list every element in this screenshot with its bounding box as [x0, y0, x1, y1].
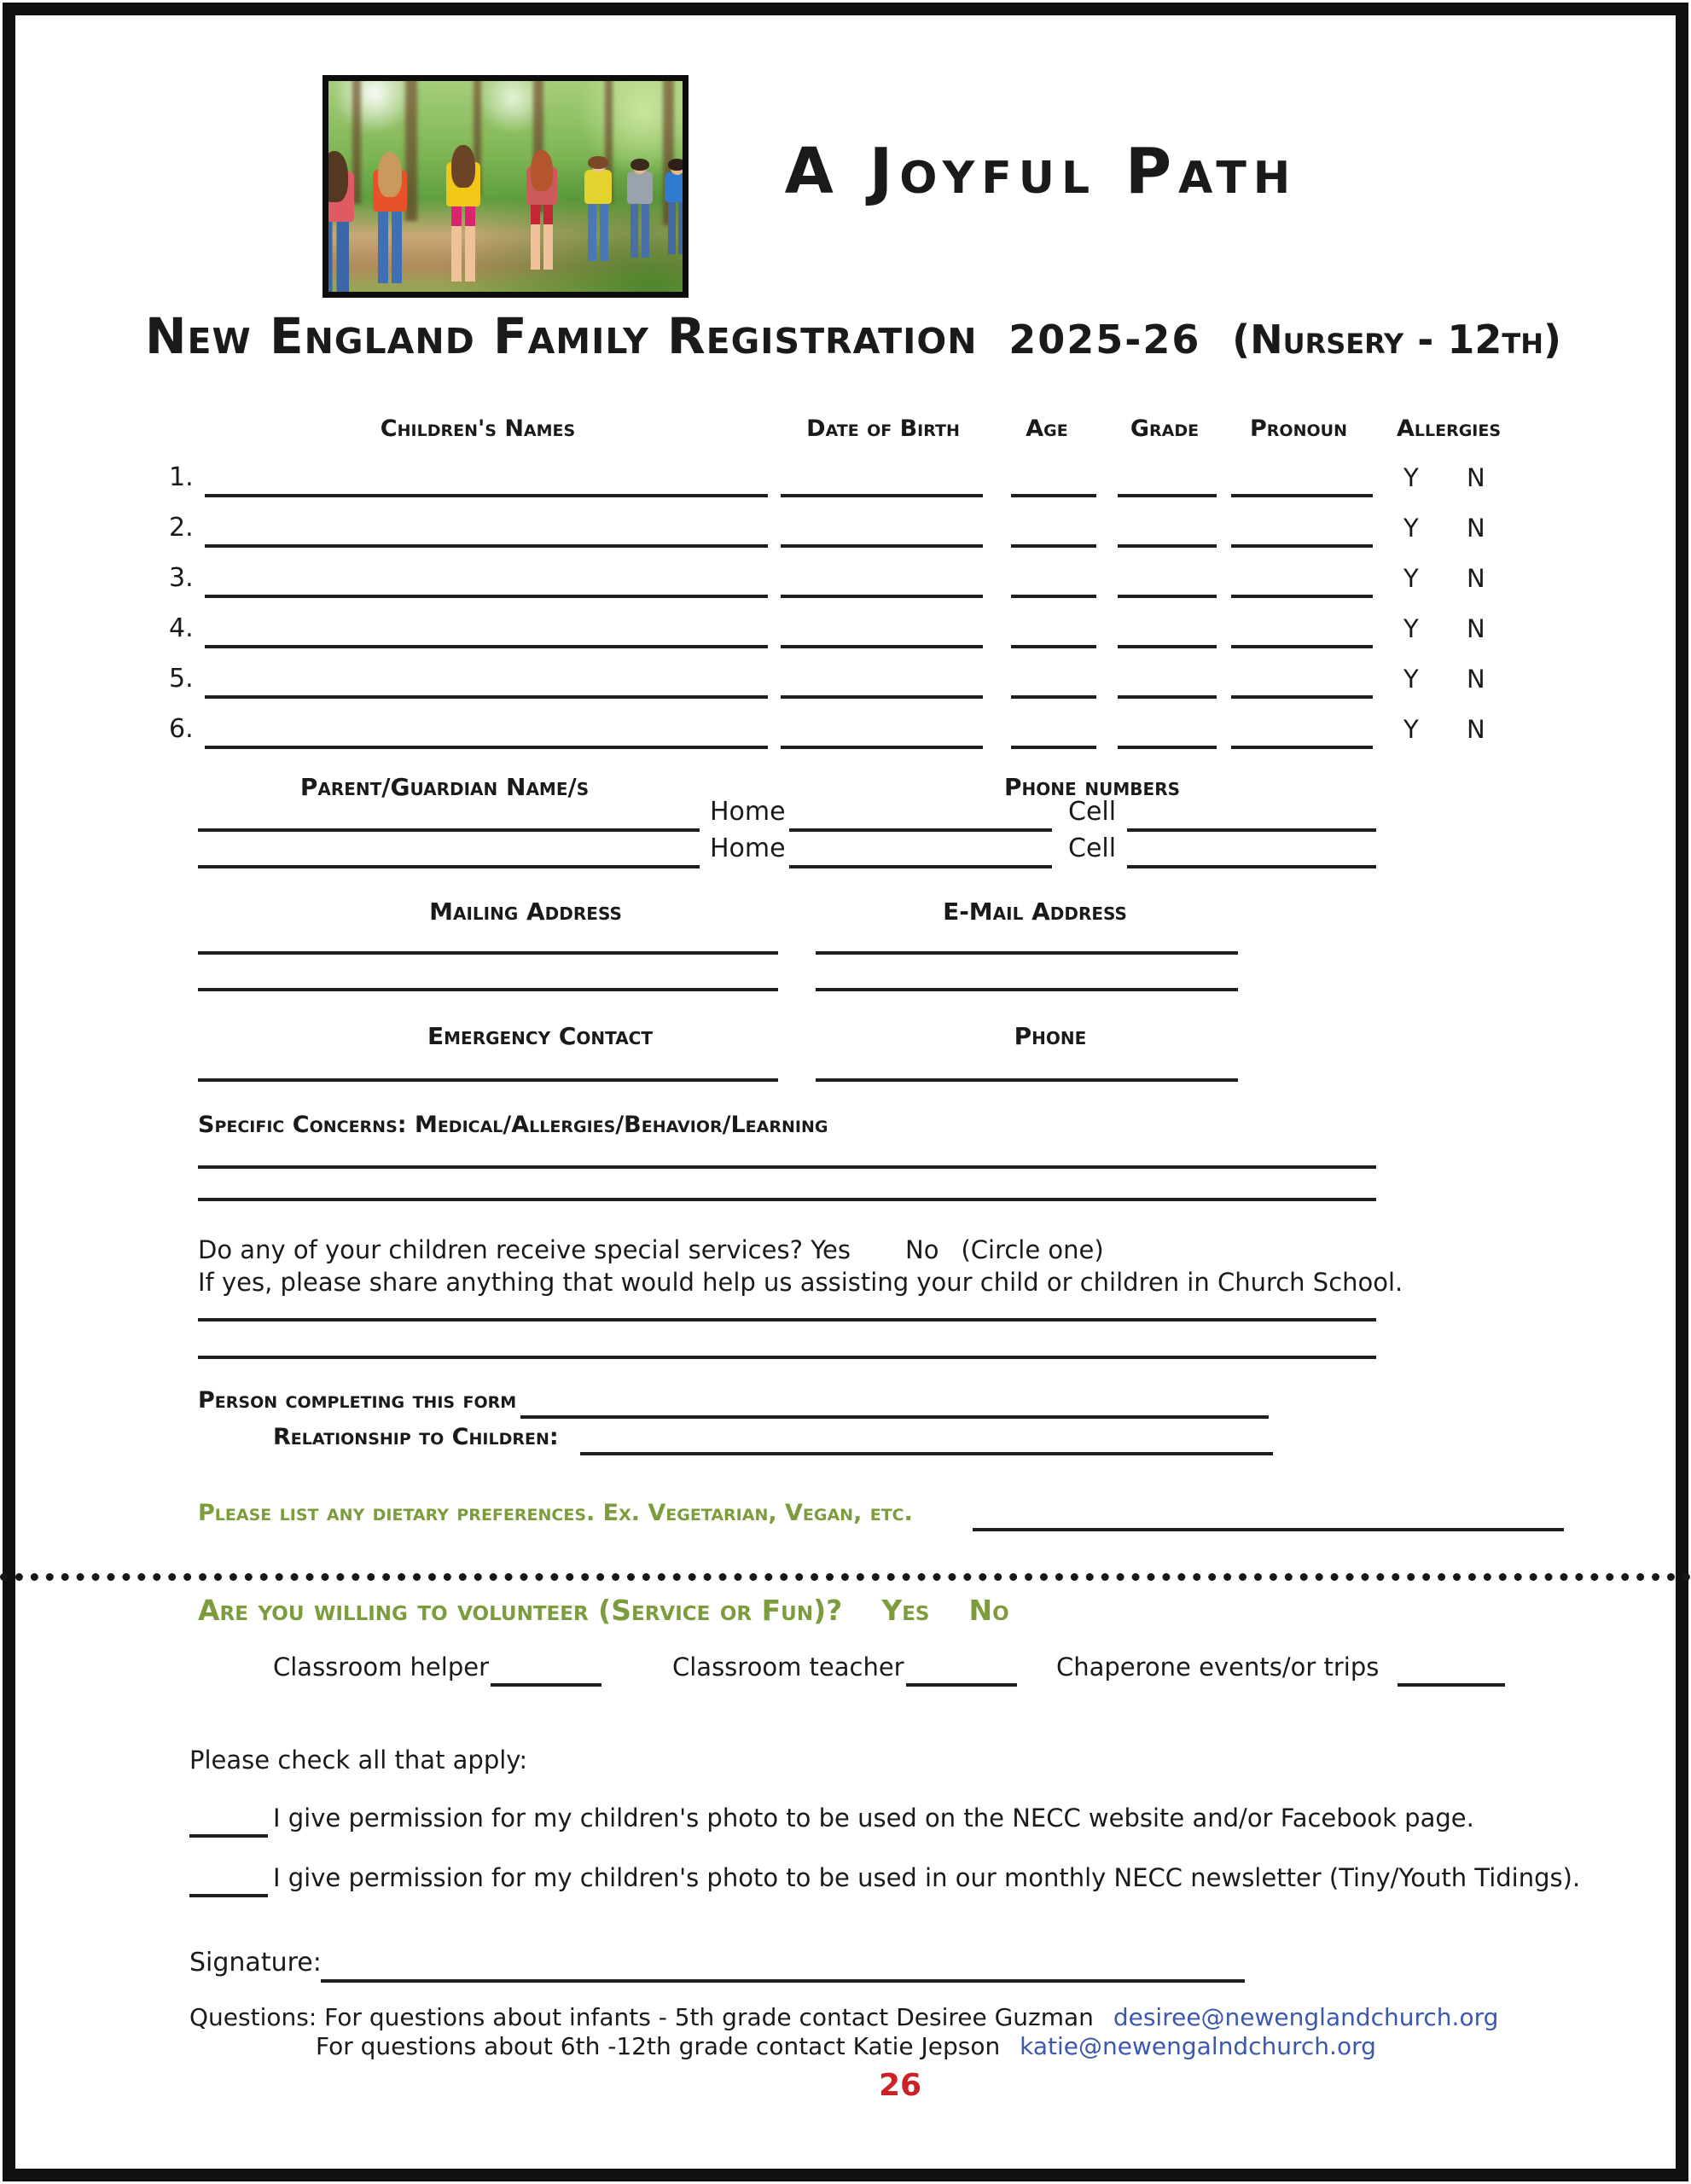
- form-title: [145, 307, 1561, 365]
- parent-row-1: [0, 798, 1691, 832]
- signature-label: Signature:: [189, 1948, 322, 1978]
- special-services-help-text: If yes, please share anything that would help us assisting your child or children in Church School.: [198, 1268, 1403, 1297]
- form-title-year: 2025-26: [1008, 317, 1201, 363]
- parent-row-2: [0, 834, 1691, 868]
- grade-field[interactable]: [1118, 544, 1217, 548]
- child-figure: [584, 136, 612, 261]
- dietary-preferences-field[interactable]: [973, 1528, 1564, 1531]
- contact-1-email-link[interactable]: desiree@newenglandchurch.org: [1113, 2003, 1499, 2031]
- allergy-no-option[interactable]: N: [1467, 614, 1485, 643]
- special-services-no-option[interactable]: No: [905, 1235, 939, 1264]
- cell-phone-field[interactable]: [1127, 865, 1376, 868]
- questions-line-1: [189, 2003, 1640, 2032]
- allergy-no-option[interactable]: N: [1467, 564, 1485, 593]
- section-divider-dotted: [0, 1573, 1691, 1581]
- age-field[interactable]: [1011, 544, 1096, 548]
- page-number: 26: [879, 2068, 922, 2103]
- header-photo: [323, 75, 689, 298]
- row-number: 3.: [169, 563, 194, 593]
- age-field[interactable]: [1011, 746, 1096, 749]
- child-name-field[interactable]: [205, 695, 768, 699]
- child-row-4: [0, 614, 1691, 648]
- child-row-6: [0, 715, 1691, 749]
- child-row-2: [0, 514, 1691, 548]
- dob-field[interactable]: [781, 595, 983, 598]
- child-name-field[interactable]: [205, 595, 768, 598]
- row-number: 2.: [169, 513, 194, 543]
- chaperone-label: Chaperone events/or trips: [1056, 1653, 1380, 1682]
- questions-line-2: [316, 2032, 1640, 2061]
- contact-2-email-link[interactable]: katie@newengalndchurch.org: [1020, 2032, 1376, 2060]
- person-completing-field[interactable]: [520, 1415, 1269, 1419]
- dietary-row: [0, 1497, 1691, 1531]
- volunteer-no-option[interactable]: No: [968, 1594, 1009, 1627]
- child-row-1: [0, 463, 1691, 497]
- email-address-field-2[interactable]: [816, 988, 1238, 991]
- child-row-3: [0, 564, 1691, 598]
- row-number: 4.: [169, 613, 194, 643]
- pronoun-field[interactable]: [1231, 595, 1373, 598]
- grade-field[interactable]: [1118, 645, 1217, 648]
- grade-field[interactable]: [1118, 494, 1217, 497]
- allergy-yes-option[interactable]: Y: [1403, 564, 1419, 593]
- col-header-allergies: Allergies: [1396, 415, 1502, 442]
- permission-checkbox-2[interactable]: [189, 1894, 268, 1897]
- dob-field[interactable]: [781, 746, 983, 749]
- volunteer-heading: [198, 1594, 1009, 1627]
- signature-row: [0, 1949, 1691, 1983]
- volunteer-question: Are you willing to volunteer (Service or Fun)?: [198, 1594, 843, 1627]
- grade-field[interactable]: [1118, 595, 1217, 598]
- dob-field[interactable]: [781, 544, 983, 548]
- child-figure: [665, 142, 689, 254]
- pronoun-field[interactable]: [1231, 695, 1373, 699]
- special-services-field-2[interactable]: [198, 1356, 1376, 1359]
- logo-title: A Joyful Path: [784, 135, 1298, 208]
- home-label: Home: [710, 834, 786, 863]
- row-number: 5.: [169, 664, 194, 694]
- allergy-yes-option[interactable]: Y: [1403, 514, 1419, 543]
- classroom-helper-label: Classroom helper: [273, 1653, 489, 1682]
- classroom-teacher-field[interactable]: [906, 1683, 1017, 1687]
- child-row-5: [0, 665, 1691, 699]
- phone-numbers-header: Phone numbers: [1003, 773, 1181, 801]
- person-completing-row: [0, 1385, 1691, 1419]
- row-number: 6.: [169, 714, 194, 744]
- age-field[interactable]: [1011, 645, 1096, 648]
- col-header-age: Age: [1026, 415, 1068, 442]
- classroom-teacher-label: Classroom teacher: [672, 1653, 904, 1682]
- parent-name-field[interactable]: [198, 865, 700, 868]
- contact-1-text: For questions about infants - 5th grade contact Desiree Guzman: [324, 2003, 1094, 2031]
- col-header-pronoun: Pronoun: [1250, 415, 1347, 442]
- permission-text-2: I give permission for my children's photo to be used in our monthly NECC newsletter (Tiny/Youth Tidings).: [273, 1863, 1581, 1892]
- form-title-main: New England Family Registration: [145, 307, 978, 365]
- pronoun-field[interactable]: [1231, 544, 1373, 548]
- permission-row-1: [0, 1804, 1691, 1838]
- age-field[interactable]: [1011, 695, 1096, 699]
- dob-field[interactable]: [781, 695, 983, 699]
- mailing-address-header: Mailing Address: [429, 897, 622, 926]
- special-services-question-line: [198, 1234, 1563, 1266]
- dietary-preferences-label: Please list any dietary preferences. Ex. Vegetarian, Vegan, etc.: [198, 1500, 913, 1526]
- child-name-field[interactable]: [205, 746, 768, 749]
- col-header-date-of-birth: Date of Birth: [806, 415, 960, 442]
- concerns-field-1[interactable]: [198, 1165, 1376, 1169]
- col-header-children-names: Children's Names: [380, 415, 576, 442]
- row-number: 1.: [169, 462, 194, 492]
- questions-block: [189, 2003, 1640, 2061]
- cell-phone-field[interactable]: [1127, 828, 1376, 832]
- child-figure: [373, 128, 407, 283]
- circle-one-note: (Circle one): [961, 1235, 1104, 1264]
- home-phone-field[interactable]: [789, 865, 1052, 868]
- grade-field[interactable]: [1118, 695, 1217, 699]
- permissions-intro: Please check all that apply:: [189, 1745, 528, 1774]
- relationship-label: Relationship to Children:: [273, 1424, 559, 1450]
- classroom-helper-field[interactable]: [491, 1683, 601, 1687]
- allergy-yes-option[interactable]: Y: [1403, 665, 1419, 694]
- home-phone-field[interactable]: [789, 828, 1052, 832]
- special-services-question: Do any of your children receive special services? Yes: [198, 1235, 851, 1264]
- emergency-contact-field[interactable]: [198, 1078, 778, 1082]
- mailing-address-field-2[interactable]: [198, 988, 778, 991]
- dob-field[interactable]: [781, 645, 983, 648]
- allergy-no-option[interactable]: N: [1467, 665, 1485, 694]
- cell-label: Cell: [1068, 797, 1117, 827]
- email-address-header: E-Mail Address: [943, 897, 1127, 926]
- child-figure: [446, 118, 480, 282]
- child-name-field[interactable]: [205, 544, 768, 548]
- parent-name-field[interactable]: [198, 828, 700, 832]
- concerns-field-2[interactable]: [198, 1198, 1376, 1201]
- grade-field[interactable]: [1118, 746, 1217, 749]
- volunteer-yes-option[interactable]: Yes: [881, 1594, 930, 1627]
- special-services-block: [198, 1234, 1563, 1298]
- emergency-contact-header: Emergency Contact: [427, 1022, 653, 1050]
- child-figure: [323, 121, 354, 298]
- mailing-address-field-1[interactable]: [198, 951, 778, 955]
- allergy-yes-option[interactable]: Y: [1403, 463, 1419, 492]
- pronoun-field[interactable]: [1231, 645, 1373, 648]
- relationship-row: [0, 1421, 1691, 1455]
- allergy-no-option[interactable]: N: [1467, 463, 1485, 492]
- child-figure: [627, 140, 653, 258]
- child-figure: [526, 128, 557, 270]
- volunteer-options-row: [0, 1653, 1691, 1687]
- age-field[interactable]: [1011, 494, 1096, 497]
- child-name-field[interactable]: [205, 645, 768, 648]
- parent-names-header: Parent/Guardian Name/s: [299, 773, 590, 801]
- emergency-phone-field[interactable]: [816, 1078, 1238, 1082]
- allergy-no-option[interactable]: N: [1467, 715, 1485, 744]
- allergy-no-option[interactable]: N: [1467, 514, 1485, 543]
- emergency-phone-header: Phone: [1014, 1022, 1087, 1050]
- questions-prefix: Questions:: [189, 2003, 317, 2031]
- allergy-yes-option[interactable]: Y: [1403, 614, 1419, 643]
- pronoun-field[interactable]: [1231, 494, 1373, 497]
- person-completing-label: Person completing this form: [198, 1387, 517, 1414]
- special-services-field-1[interactable]: [198, 1318, 1376, 1321]
- pronoun-field[interactable]: [1231, 746, 1373, 749]
- signature-field[interactable]: [321, 1979, 1245, 1983]
- email-address-field-1[interactable]: [816, 951, 1238, 955]
- allergy-yes-option[interactable]: Y: [1403, 715, 1419, 744]
- contact-2-text: For questions about 6th -12th grade contact Katie Jepson: [316, 2032, 1001, 2060]
- age-field[interactable]: [1011, 595, 1096, 598]
- dob-field[interactable]: [781, 494, 983, 497]
- col-header-grade: Grade: [1130, 415, 1200, 442]
- permission-checkbox-1[interactable]: [189, 1834, 268, 1838]
- permission-row-2: [0, 1863, 1691, 1897]
- child-name-field[interactable]: [205, 494, 768, 497]
- form-title-range: (Nursery - 12th): [1232, 317, 1561, 363]
- specific-concerns-label: Specific Concerns: Medical/Allergies/Behavior/Learning: [198, 1112, 828, 1138]
- cell-label: Cell: [1068, 834, 1117, 863]
- relationship-field[interactable]: [580, 1452, 1273, 1455]
- permission-text-1: I give permission for my children's photo to be used on the NECC website and/or Facebook page.: [273, 1804, 1474, 1833]
- home-label: Home: [710, 797, 786, 827]
- chaperone-field[interactable]: [1398, 1683, 1505, 1687]
